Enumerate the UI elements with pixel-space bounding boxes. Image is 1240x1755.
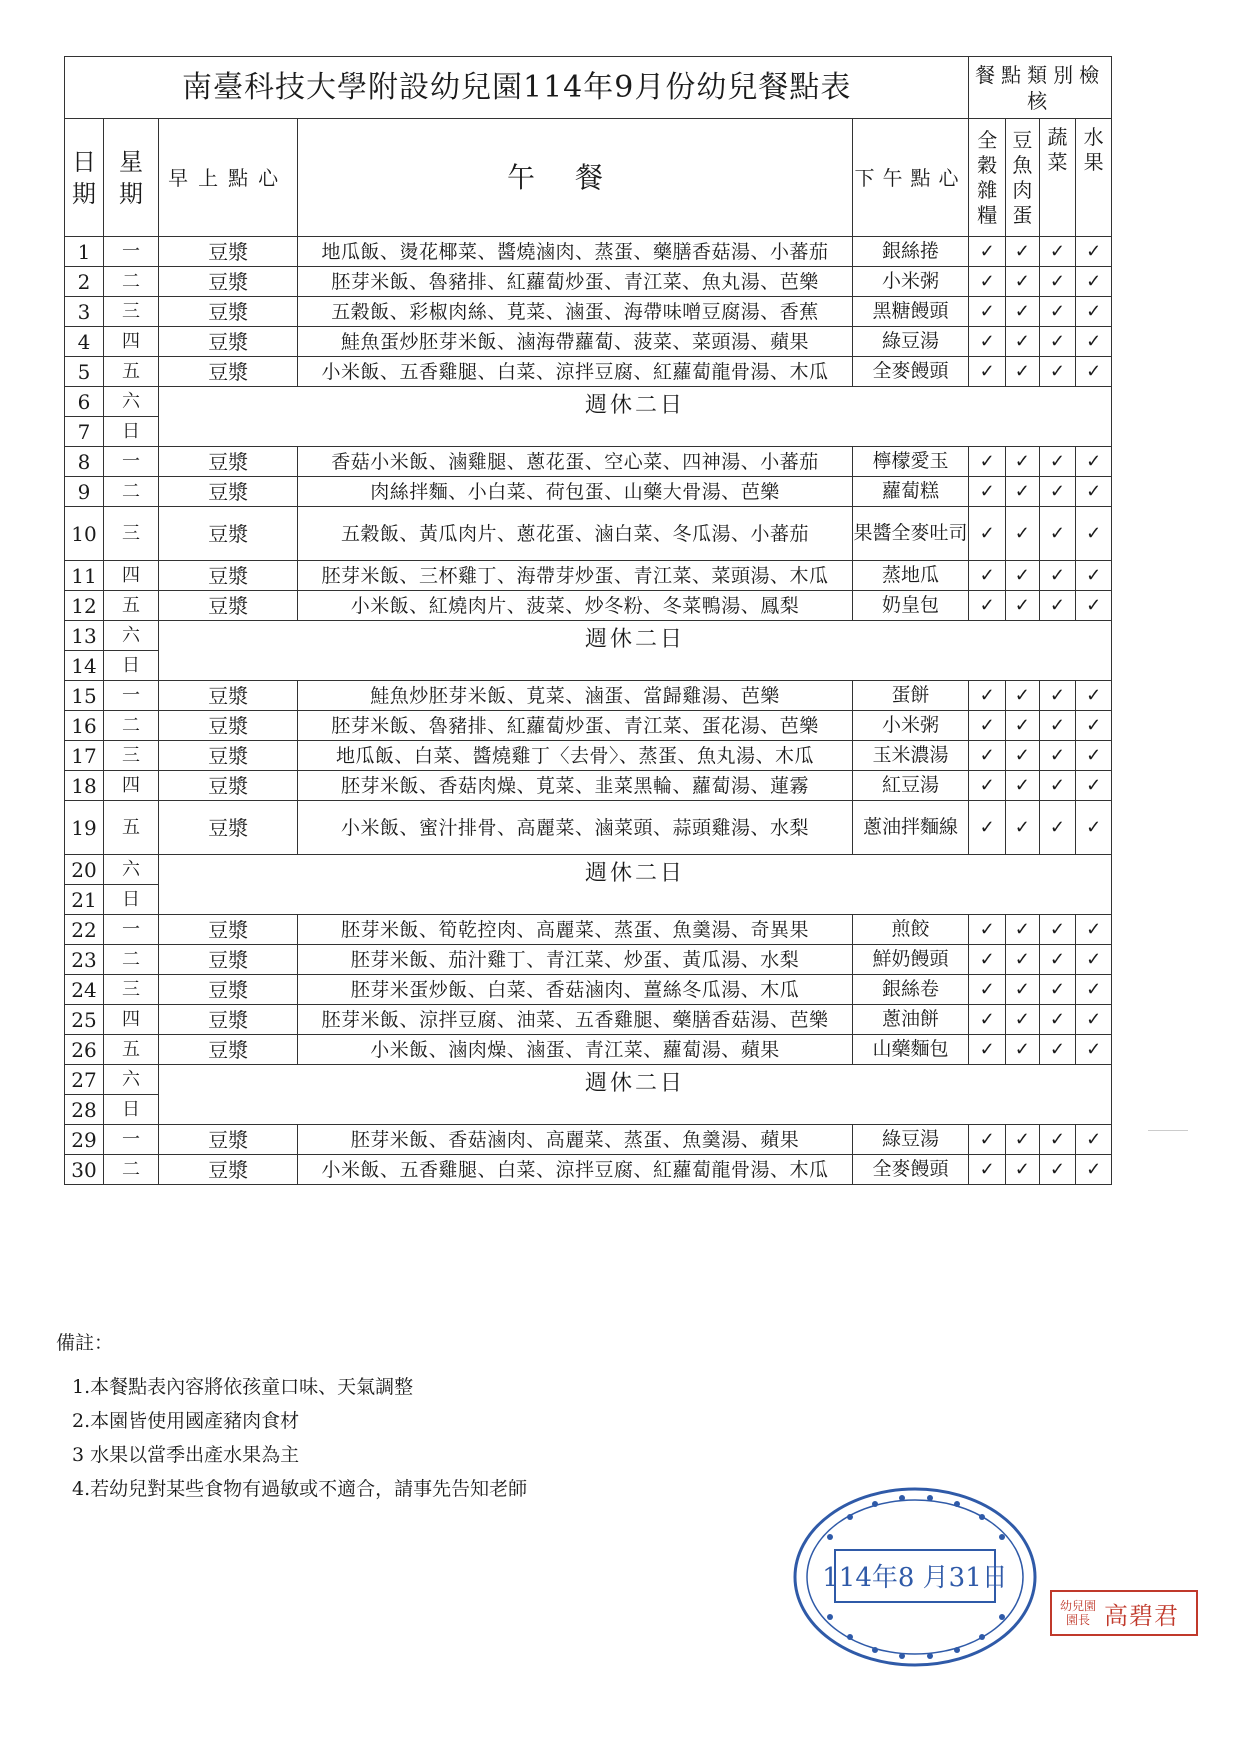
date-cell: 22 [65, 915, 104, 945]
check-protein-cell: ✓ [1006, 357, 1039, 387]
date-cell: 19 [65, 801, 104, 855]
protein-header-label: 豆魚肉蛋 [1012, 127, 1033, 227]
date-cell: 9 [65, 477, 104, 507]
meal-row [65, 447, 1112, 477]
check-fruit-cell: ✓ [1076, 1035, 1112, 1065]
check-fruit-cell: ✓ [1076, 507, 1112, 561]
check-fruit-cell: ✓ [1076, 1155, 1112, 1185]
vegetable-header-label: 蔬菜 [1047, 125, 1068, 174]
weekday-cell: 六 [103, 855, 158, 885]
weekday-cell: 三 [103, 741, 158, 771]
weekday-cell: 一 [103, 681, 158, 711]
afternoon-snack-cell: 小米粥 [852, 267, 969, 297]
weekday-cell: 六 [103, 387, 158, 417]
check-grains-cell: ✓ [969, 357, 1006, 387]
afternoon-snack-cell: 蘿蔔糕 [852, 477, 969, 507]
check-fruit-cell: ✓ [1076, 681, 1112, 711]
lunch-cell: 胚芽米飯、筍乾控肉、高麗菜、蒸蛋、魚羹湯、奇異果 [298, 915, 852, 945]
stamp-name: 高碧君 [1104, 1601, 1179, 1630]
check-grains-cell: ✓ [969, 1005, 1006, 1035]
check-grains-cell: ✓ [969, 741, 1006, 771]
vegetable-header [1039, 119, 1076, 237]
check-grains-cell: ✓ [969, 561, 1006, 591]
meal-row [65, 1005, 1112, 1035]
morning-snack-cell: 豆漿 [158, 477, 297, 507]
check-grains-cell: ✓ [969, 507, 1006, 561]
check-protein-cell: ✓ [1006, 591, 1039, 621]
lunch-cell: 小米飯、滷肉燥、滷蛋、青江菜、蘿蔔湯、蘋果 [298, 1035, 852, 1065]
date-cell: 26 [65, 1035, 104, 1065]
meal-row [65, 561, 1112, 591]
meal-row [65, 945, 1112, 975]
lunch-cell: 地瓜飯、白菜、醬燒雞丁〈去骨〉、蒸蛋、魚丸湯、木瓜 [298, 741, 852, 771]
morning-snack-cell: 豆漿 [158, 357, 297, 387]
meal-row [65, 477, 1112, 507]
check-protein-cell: ✓ [1006, 561, 1039, 591]
title-row [65, 57, 1112, 119]
check-veg-cell: ✓ [1039, 681, 1076, 711]
morning-snack-cell: 豆漿 [158, 561, 297, 591]
check-veg-cell: ✓ [1039, 975, 1076, 1005]
meal-row [65, 591, 1112, 621]
meal-row [65, 267, 1112, 297]
check-veg-cell: ✓ [1039, 297, 1076, 327]
check-grains-cell: ✓ [969, 447, 1006, 477]
afternoon-snack-cell: 蛋餅 [852, 681, 969, 711]
check-veg-cell: ✓ [1039, 945, 1076, 975]
grains-header-label: 全穀雜糧 [977, 127, 998, 227]
date-cell: 10 [65, 507, 104, 561]
date-cell: 28 [65, 1095, 104, 1125]
date-cell: 14 [65, 651, 104, 681]
date-cell: 23 [65, 945, 104, 975]
meal-row [65, 1125, 1112, 1155]
afternoon-snack-cell: 奶皇包 [852, 591, 969, 621]
weekday-cell: 四 [103, 771, 158, 801]
date-cell: 11 [65, 561, 104, 591]
weekday-cell: 五 [103, 1035, 158, 1065]
check-fruit-cell: ✓ [1076, 237, 1112, 267]
check-grains-cell: ✓ [969, 801, 1006, 855]
afternoon-snack-cell: 鮮奶饅頭 [852, 945, 969, 975]
check-protein-cell: ✓ [1006, 711, 1039, 741]
check-fruit-cell: ✓ [1076, 297, 1112, 327]
lunch-cell: 肉絲拌麵、小白菜、荷包蛋、山藥大骨湯、芭樂 [298, 477, 852, 507]
weekday-cell: 日 [103, 1095, 158, 1125]
weekday-cell: 三 [103, 507, 158, 561]
date-cell: 20 [65, 855, 104, 885]
weekday-cell: 五 [103, 591, 158, 621]
check-protein-cell: ✓ [1006, 741, 1039, 771]
check-fruit-cell: ✓ [1076, 357, 1112, 387]
afternoon-snack-cell: 蔥油拌麵線 [852, 801, 969, 855]
check-protein-cell: ✓ [1006, 297, 1039, 327]
date-cell: 29 [65, 1125, 104, 1155]
check-fruit-cell: ✓ [1076, 477, 1112, 507]
weekday-cell: 四 [103, 327, 158, 357]
lunch-cell: 鮭魚炒胚芽米飯、莧菜、滷蛋、當歸雞湯、芭樂 [298, 681, 852, 711]
weekday-cell: 一 [103, 915, 158, 945]
check-grains-cell: ✓ [969, 1155, 1006, 1185]
date-cell: 17 [65, 741, 104, 771]
check-grains-cell: ✓ [969, 945, 1006, 975]
notes-label: 備註： [56, 1332, 114, 1354]
check-fruit-cell: ✓ [1076, 945, 1112, 975]
check-grains-cell: ✓ [969, 237, 1006, 267]
notes-section [56, 1326, 527, 1506]
weekday-cell: 二 [103, 1155, 158, 1185]
morning-snack-cell: 豆漿 [158, 915, 297, 945]
check-protein-cell: ✓ [1006, 327, 1039, 357]
check-veg-cell: ✓ [1039, 801, 1076, 855]
afternoon-snack-cell: 煎餃 [852, 915, 969, 945]
check-grains-cell: ✓ [969, 327, 1006, 357]
morning-snack-cell: 豆漿 [158, 945, 297, 975]
meal-row [65, 771, 1112, 801]
holiday-label: 週休二日 [158, 387, 1111, 447]
meal-table [64, 56, 1112, 1185]
note-item-2: 2.本園皆使用國產豬肉食材 [72, 1410, 300, 1432]
weekday-header [103, 119, 158, 237]
date-cell: 15 [65, 681, 104, 711]
meal-row [65, 297, 1112, 327]
weekday-cell: 二 [103, 945, 158, 975]
afternoon-snack-cell: 銀絲卷 [852, 975, 969, 1005]
morning-snack-cell: 豆漿 [158, 1125, 297, 1155]
afternoon-snack-header [852, 119, 969, 237]
check-veg-cell: ✓ [1039, 915, 1076, 945]
check-header: 餐點類別檢核 [969, 57, 1112, 119]
scan-mark [1148, 1130, 1188, 1131]
morning-snack-cell: 豆漿 [158, 681, 297, 711]
check-protein-cell: ✓ [1006, 237, 1039, 267]
holiday-label: 週休二日 [158, 621, 1111, 681]
holiday-label: 週休二日 [158, 855, 1111, 915]
check-veg-cell: ✓ [1039, 237, 1076, 267]
morning-snack-cell: 豆漿 [158, 711, 297, 741]
check-grains-cell: ✓ [969, 1125, 1006, 1155]
check-fruit-cell: ✓ [1076, 711, 1112, 741]
document-title: 南臺科技大學附設幼兒園114年9月份幼兒餐點表 [65, 57, 969, 119]
check-protein-cell: ✓ [1006, 681, 1039, 711]
check-veg-cell: ✓ [1039, 477, 1076, 507]
check-protein-cell: ✓ [1006, 945, 1039, 975]
morning-snack-header: 早上點心 [158, 119, 297, 237]
meal-row [65, 507, 1112, 561]
date-cell: 2 [65, 267, 104, 297]
afternoon-snack-cell: 檸檬愛玉 [852, 447, 969, 477]
weekday-cell: 一 [103, 1125, 158, 1155]
holiday-row [65, 387, 1112, 417]
lunch-cell: 地瓜飯、燙花椰菜、醬燒滷肉、蒸蛋、藥膳香菇湯、小蕃茄 [298, 237, 852, 267]
afternoon-snack-cell: 黑糖饅頭 [852, 297, 969, 327]
check-veg-cell: ✓ [1039, 1005, 1076, 1035]
lunch-cell: 鮭魚蛋炒胚芽米飯、滷海帶蘿蔔、菠菜、菜頭湯、蘋果 [298, 327, 852, 357]
date-header-label: 日期 [71, 147, 96, 208]
meal-row [65, 1035, 1112, 1065]
check-veg-cell: ✓ [1039, 327, 1076, 357]
holiday-row [65, 1065, 1112, 1095]
lunch-cell: 胚芽米飯、香菇肉燥、莧菜、韭菜黑輪、蘿蔔湯、蓮霧 [298, 771, 852, 801]
check-protein-cell: ✓ [1006, 915, 1039, 945]
date-cell: 21 [65, 885, 104, 915]
morning-snack-cell: 豆漿 [158, 591, 297, 621]
lunch-cell: 五穀飯、黃瓜肉片、蔥花蛋、滷白菜、冬瓜湯、小蕃茄 [298, 507, 852, 561]
morning-snack-cell: 豆漿 [158, 267, 297, 297]
check-veg-cell: ✓ [1039, 561, 1076, 591]
morning-snack-cell: 豆漿 [158, 801, 297, 855]
morning-snack-cell: 豆漿 [158, 1155, 297, 1185]
morning-snack-cell: 豆漿 [158, 297, 297, 327]
lunch-cell: 胚芽米飯、茄汁雞丁、青江菜、炒蛋、黃瓜湯、水梨 [298, 945, 852, 975]
date-cell: 6 [65, 387, 104, 417]
check-protein-cell: ✓ [1006, 771, 1039, 801]
morning-snack-cell: 豆漿 [158, 507, 297, 561]
check-veg-cell: ✓ [1039, 507, 1076, 561]
check-fruit-cell: ✓ [1076, 1005, 1112, 1035]
meal-row [65, 1155, 1112, 1185]
lunch-cell: 小米飯、五香雞腿、白菜、涼拌豆腐、紅蘿蔔龍骨湯、木瓜 [298, 357, 852, 387]
weekday-cell: 一 [103, 237, 158, 267]
date-cell: 12 [65, 591, 104, 621]
date-cell: 24 [65, 975, 104, 1005]
check-protein-cell: ✓ [1006, 1125, 1039, 1155]
principal-stamp [1050, 1590, 1198, 1636]
check-veg-cell: ✓ [1039, 357, 1076, 387]
weekday-cell: 三 [103, 297, 158, 327]
weekday-cell: 三 [103, 975, 158, 1005]
weekday-cell: 六 [103, 621, 158, 651]
afternoon-snack-cell: 全麥饅頭 [852, 357, 969, 387]
fruit-header [1076, 119, 1112, 237]
afternoon-snack-cell: 全麥饅頭 [852, 1155, 969, 1185]
check-fruit-cell: ✓ [1076, 915, 1112, 945]
seal-date: 114年8 月31日 [822, 1563, 1008, 1593]
check-grains-cell: ✓ [969, 267, 1006, 297]
check-protein-cell: ✓ [1006, 801, 1039, 855]
afternoon-snack-cell: 蒸地瓜 [852, 561, 969, 591]
check-fruit-cell: ✓ [1076, 327, 1112, 357]
meal-row [65, 237, 1112, 267]
school-seal [790, 1482, 1040, 1672]
check-fruit-cell: ✓ [1076, 267, 1112, 297]
check-fruit-cell: ✓ [1076, 591, 1112, 621]
protein-header [1006, 119, 1039, 237]
date-cell: 16 [65, 711, 104, 741]
afternoon-snack-cell: 山藥麵包 [852, 1035, 969, 1065]
morning-snack-cell: 豆漿 [158, 327, 297, 357]
lunch-cell: 小米飯、蜜汁排骨、高麗菜、滷菜頭、蒜頭雞湯、水梨 [298, 801, 852, 855]
date-header [65, 119, 104, 237]
check-protein-cell: ✓ [1006, 1155, 1039, 1185]
afternoon-snack-cell: 蔥油餅 [852, 1005, 969, 1035]
date-cell: 4 [65, 327, 104, 357]
morning-snack-cell: 豆漿 [158, 741, 297, 771]
meal-row [65, 975, 1112, 1005]
fruit-header-label: 水果 [1083, 125, 1104, 174]
morning-snack-cell: 豆漿 [158, 447, 297, 477]
weekday-cell: 六 [103, 1065, 158, 1095]
check-protein-cell: ✓ [1006, 1005, 1039, 1035]
holiday-row [65, 855, 1112, 885]
holiday-row [65, 621, 1112, 651]
header-row [65, 119, 1112, 237]
check-veg-cell: ✓ [1039, 711, 1076, 741]
lunch-header: 午餐 [298, 119, 852, 237]
afternoon-snack-cell: 玉米濃湯 [852, 741, 969, 771]
meal-row [65, 357, 1112, 387]
holiday-label: 週休二日 [158, 1065, 1111, 1125]
morning-snack-cell: 豆漿 [158, 975, 297, 1005]
weekday-cell: 四 [103, 1005, 158, 1035]
check-grains-cell: ✓ [969, 681, 1006, 711]
check-protein-cell: ✓ [1006, 447, 1039, 477]
check-veg-cell: ✓ [1039, 1155, 1076, 1185]
grains-header [969, 119, 1006, 237]
morning-snack-cell: 豆漿 [158, 771, 297, 801]
check-protein-cell: ✓ [1006, 267, 1039, 297]
morning-snack-cell: 豆漿 [158, 1035, 297, 1065]
meal-row [65, 711, 1112, 741]
note-item-4: 4.若幼兒對某些食物有過敏或不適合，請事先告知老師 [72, 1478, 528, 1500]
lunch-cell: 胚芽米飯、魯豬排、紅蘿蔔炒蛋、青江菜、蛋花湯、芭樂 [298, 711, 852, 741]
lunch-cell: 小米飯、五香雞腿、白菜、涼拌豆腐、紅蘿蔔龍骨湯、木瓜 [298, 1155, 852, 1185]
weekday-cell: 二 [103, 267, 158, 297]
meal-row [65, 741, 1112, 771]
check-grains-cell: ✓ [969, 591, 1006, 621]
check-protein-cell: ✓ [1006, 507, 1039, 561]
check-protein-cell: ✓ [1006, 975, 1039, 1005]
check-veg-cell: ✓ [1039, 267, 1076, 297]
check-veg-cell: ✓ [1039, 447, 1076, 477]
check-grains-cell: ✓ [969, 915, 1006, 945]
weekday-header-label: 星期 [118, 147, 143, 208]
check-veg-cell: ✓ [1039, 741, 1076, 771]
date-cell: 5 [65, 357, 104, 387]
check-fruit-cell: ✓ [1076, 447, 1112, 477]
date-cell: 25 [65, 1005, 104, 1035]
check-veg-cell: ✓ [1039, 591, 1076, 621]
date-cell: 27 [65, 1065, 104, 1095]
afternoon-snack-cell: 果醬全麥吐司 [852, 507, 969, 561]
morning-snack-cell: 豆漿 [158, 1005, 297, 1035]
date-cell: 18 [65, 771, 104, 801]
stamp-role: 幼兒園園長 [1059, 1599, 1096, 1627]
check-grains-cell: ✓ [969, 771, 1006, 801]
check-grains-cell: ✓ [969, 975, 1006, 1005]
check-grains-cell: ✓ [969, 711, 1006, 741]
check-veg-cell: ✓ [1039, 1035, 1076, 1065]
lunch-cell: 香菇小米飯、滷雞腿、蔥花蛋、空心菜、四神湯、小蕃茄 [298, 447, 852, 477]
date-cell: 13 [65, 621, 104, 651]
afternoon-snack-cell: 銀絲捲 [852, 237, 969, 267]
lunch-cell: 五穀飯、彩椒肉絲、莧菜、滷蛋、海帶味噌豆腐湯、香蕉 [298, 297, 852, 327]
check-protein-cell: ✓ [1006, 477, 1039, 507]
check-veg-cell: ✓ [1039, 771, 1076, 801]
weekday-cell: 日 [103, 651, 158, 681]
afternoon-snack-header-label: 下午點心 [854, 165, 967, 190]
meal-row [65, 327, 1112, 357]
check-fruit-cell: ✓ [1076, 741, 1112, 771]
weekday-cell: 日 [103, 885, 158, 915]
note-item-1: 1.本餐點表內容將依孩童口味、天氣調整 [72, 1376, 414, 1398]
check-fruit-cell: ✓ [1076, 1125, 1112, 1155]
date-cell: 7 [65, 417, 104, 447]
check-grains-cell: ✓ [969, 297, 1006, 327]
afternoon-snack-cell: 小米粥 [852, 711, 969, 741]
weekday-cell: 一 [103, 447, 158, 477]
weekday-cell: 日 [103, 417, 158, 447]
check-fruit-cell: ✓ [1076, 771, 1112, 801]
afternoon-snack-cell: 綠豆湯 [852, 327, 969, 357]
date-cell: 30 [65, 1155, 104, 1185]
note-item-3: 3 水果以當季出產水果為主 [72, 1444, 300, 1466]
check-grains-cell: ✓ [969, 477, 1006, 507]
date-cell: 8 [65, 447, 104, 477]
meal-row [65, 801, 1112, 855]
weekday-cell: 二 [103, 711, 158, 741]
check-grains-cell: ✓ [969, 1035, 1006, 1065]
check-veg-cell: ✓ [1039, 1125, 1076, 1155]
check-fruit-cell: ✓ [1076, 801, 1112, 855]
date-cell: 1 [65, 237, 104, 267]
weekday-cell: 二 [103, 477, 158, 507]
lunch-cell: 胚芽米蛋炒飯、白菜、香菇滷肉、薑絲冬瓜湯、木瓜 [298, 975, 852, 1005]
check-protein-cell: ✓ [1006, 1035, 1039, 1065]
lunch-cell: 胚芽米飯、三杯雞丁、海帶芽炒蛋、青江菜、菜頭湯、木瓜 [298, 561, 852, 591]
lunch-cell: 胚芽米飯、涼拌豆腐、油菜、五香雞腿、藥膳香菇湯、芭樂 [298, 1005, 852, 1035]
weekday-cell: 五 [103, 357, 158, 387]
meal-row [65, 915, 1112, 945]
meal-row [65, 681, 1112, 711]
lunch-cell: 小米飯、紅燒肉片、菠菜、炒冬粉、冬菜鴨湯、鳳梨 [298, 591, 852, 621]
weekday-cell: 五 [103, 801, 158, 855]
date-cell: 3 [65, 297, 104, 327]
afternoon-snack-cell: 紅豆湯 [852, 771, 969, 801]
lunch-cell: 胚芽米飯、魯豬排、紅蘿蔔炒蛋、青江菜、魚丸湯、芭樂 [298, 267, 852, 297]
morning-snack-cell: 豆漿 [158, 237, 297, 267]
weekday-cell: 四 [103, 561, 158, 591]
afternoon-snack-cell: 綠豆湯 [852, 1125, 969, 1155]
lunch-cell: 胚芽米飯、香菇滷肉、高麗菜、蒸蛋、魚羹湯、蘋果 [298, 1125, 852, 1155]
check-fruit-cell: ✓ [1076, 975, 1112, 1005]
check-fruit-cell: ✓ [1076, 561, 1112, 591]
